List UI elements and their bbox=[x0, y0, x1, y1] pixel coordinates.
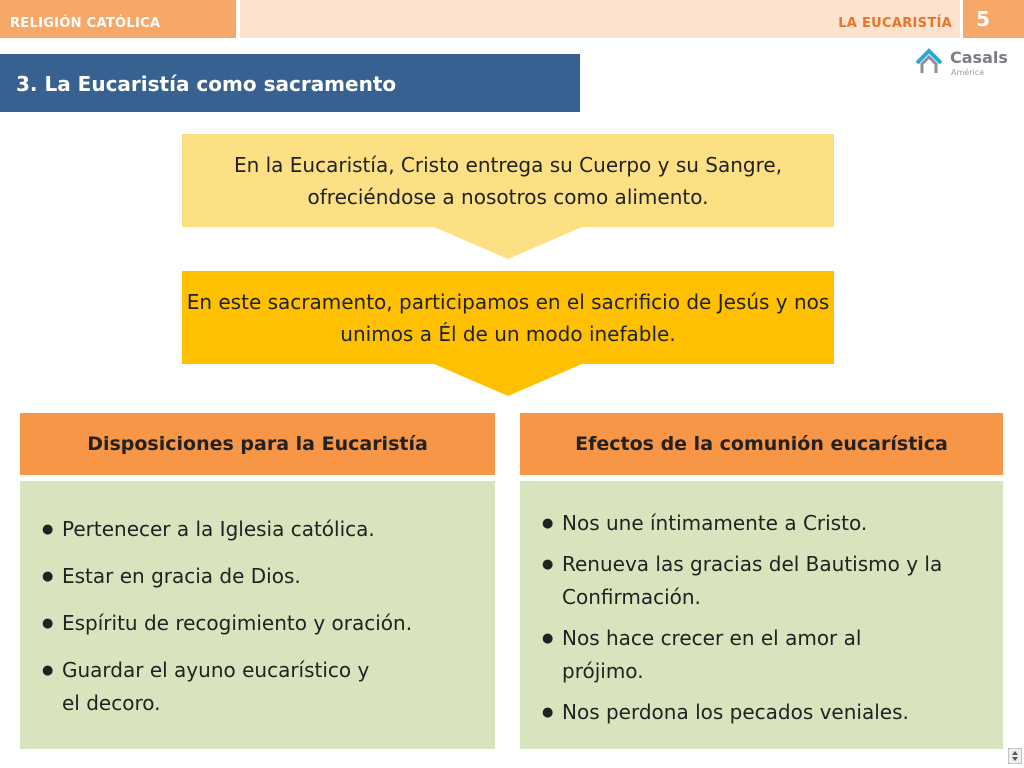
dispositions-list bbox=[20, 481, 495, 749]
dispositions-header: Disposiciones para la Eucaristía bbox=[20, 413, 495, 475]
house-roof-icon bbox=[914, 46, 944, 76]
bidirectional-arrow-icon[interactable] bbox=[1008, 748, 1022, 764]
list-item: ● Espíritu de recogimiento y oración. bbox=[42, 607, 495, 640]
logo-brand: Casals bbox=[950, 48, 1008, 67]
list-item: ● Guardar el ayuno eucarístico y el decoro. bbox=[42, 654, 392, 720]
subject-bar bbox=[0, 0, 236, 38]
list-item: ● Nos perdona los pecados veniales. bbox=[542, 696, 1003, 729]
list-item: ● Nos hace crecer en el amor al prójimo. bbox=[542, 622, 912, 688]
flow-box-2: En este sacramento, participamos en el sacrificio de Jesús y nos unimos a Él de un modo inefable. bbox=[182, 271, 834, 364]
effects-header: Efectos de la comunión eucarística bbox=[520, 413, 1003, 475]
list-item: ● Estar en gracia de Dios. bbox=[42, 560, 495, 593]
flow-box-1: En la Eucaristía, Cristo entrega su Cuerpo y su Sangre, ofreciéndose a nosotros como alimento. bbox=[182, 134, 834, 227]
down-arrow-icon bbox=[434, 227, 582, 259]
list-item: ● Renueva las gracias del Bautismo y la Confirmación. bbox=[542, 548, 952, 614]
unit-bar bbox=[240, 0, 960, 38]
list-item: ● Nos une íntimamente a Cristo. bbox=[542, 507, 1003, 540]
section-title: 3. La Eucaristía como sacramento bbox=[16, 72, 397, 96]
unit-title: LA EUCARISTÍA bbox=[838, 16, 952, 31]
down-arrow-icon bbox=[434, 364, 582, 396]
section-title-bar bbox=[0, 54, 580, 112]
publisher-logo bbox=[914, 46, 1018, 80]
unit-number-badge bbox=[963, 0, 1024, 38]
effects-list bbox=[520, 481, 1003, 749]
list-item: ● Pertenecer a la Iglesia católica. bbox=[42, 513, 495, 546]
subject-label: RELIGIÓN CATÓLICA bbox=[10, 16, 161, 31]
logo-sub: América bbox=[951, 68, 984, 77]
unit-number: 5 bbox=[976, 7, 990, 31]
